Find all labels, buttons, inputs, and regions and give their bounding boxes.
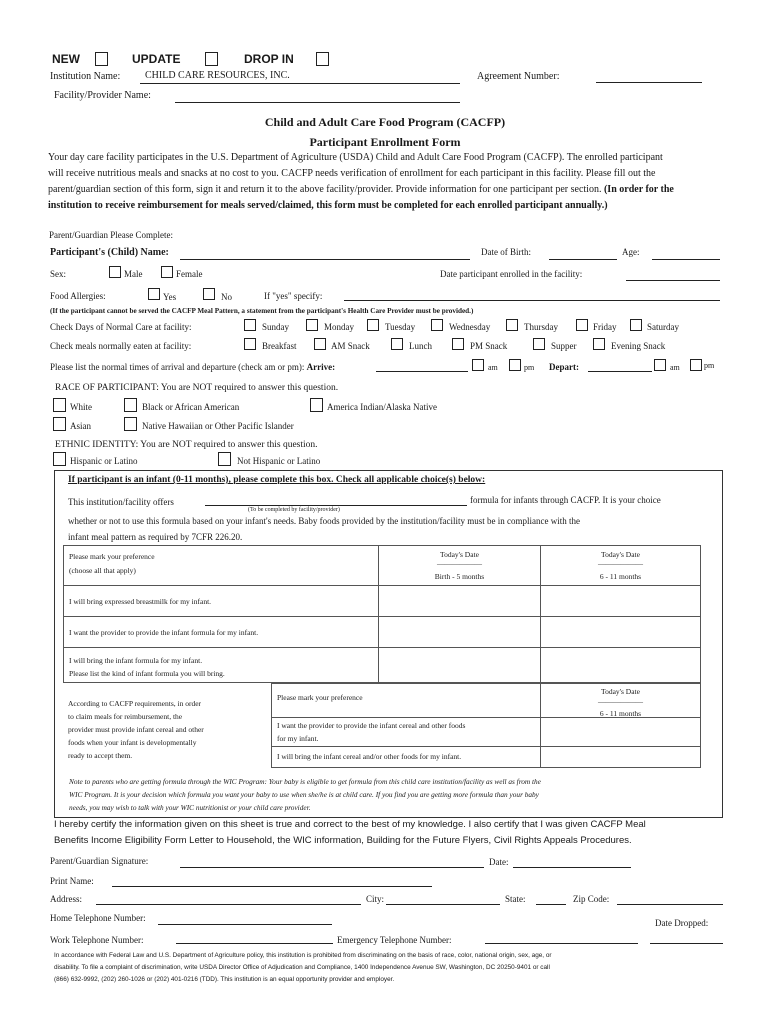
table1-col2-dash: ____________ — [598, 557, 643, 566]
form-title: Participant Enrollment Form — [309, 135, 461, 149]
meal-checkbox-supper[interactable] — [533, 338, 545, 350]
depart-am-label: am — [670, 363, 680, 372]
facility-name-field[interactable] — [175, 102, 460, 103]
address-label: Address: — [50, 894, 82, 904]
depart-label: Depart: — [549, 362, 579, 372]
offers-label: This institution/facility offers — [68, 497, 174, 507]
table2-left-line2: to claim meals for reimbursement, the — [68, 712, 183, 721]
specify-label: If "yes" specify: — [264, 291, 323, 301]
enrolled-label: Date participant enrolled in the facility: — [440, 269, 583, 279]
footer-line3: (866) 632-9992, (202) 260-1026 or (202) 401-0216 (TDD). This institution is an equal opportunity provider and employer. — [54, 976, 395, 983]
male-label: Male — [124, 269, 143, 279]
race-label-white: White — [70, 402, 92, 412]
table1-col1-title: Today's Date — [440, 550, 479, 559]
offers-formula-field[interactable] — [205, 505, 467, 506]
institution-line[interactable] — [140, 83, 460, 84]
race-checkbox-white[interactable] — [53, 398, 66, 412]
wic-note-line1: Note to parents who are getting formula through the WIC Program: Your baby is eligible to get formula from this child care institution/facility as well as from the — [69, 777, 541, 786]
arrive-pm-checkbox[interactable] — [509, 359, 521, 371]
table1-row3-text: I will bring the infant formula for my infant. — [69, 656, 203, 665]
day-checkbox-wednesday[interactable] — [431, 319, 443, 331]
race-checkbox-black[interactable] — [124, 398, 137, 412]
new-checkbox[interactable] — [95, 52, 108, 66]
table2-header: Please mark your preference — [277, 693, 363, 702]
table2-left-line5: ready to accept them. — [68, 751, 133, 760]
meal-label-breakfast: Breakfast — [262, 341, 297, 351]
intro-text: Your day care facility participates in the U.S. Department of Agriculture (USDA) Child and Adult Care Food Program (CACFP). The enrolled participant will receive nutritious meals and snacks at no cost to you. CACFP needs verification of enrollment for each participant in this facility. Please fill out the parent/guardian section of this form, sign it and return it to the above facility/provider. Provide information for one participant per section. — [48, 152, 663, 195]
home-phone-label: Home Telephone Number: — [50, 913, 146, 923]
table1-header-line2: (choose all that apply) — [69, 566, 136, 575]
table1-row3-text2: Please list the kind of infant formula you will bring. — [69, 669, 225, 678]
wic-note-line2: WIC Program. It is your decision which formula you want your baby to use when she/he is at child care. If you find you are getting more formula than your baby — [69, 790, 539, 799]
day-label-saturday: Saturday — [647, 322, 679, 332]
arrive-pm-label: pm — [524, 363, 535, 372]
day-checkbox-saturday[interactable] — [630, 319, 642, 331]
update-label: UPDATE — [132, 52, 181, 66]
agreement-label: Agreement Number: — [477, 71, 560, 82]
print-name-field[interactable] — [112, 886, 432, 887]
day-label-friday: Friday — [593, 322, 617, 332]
day-checkbox-thursday[interactable] — [506, 319, 518, 331]
print-name-label: Print Name: — [50, 876, 94, 886]
day-label-tuesday: Tuesday — [385, 322, 416, 332]
allergies-specify-field[interactable] — [344, 300, 720, 301]
day-label-thursday: Thursday — [524, 322, 558, 332]
table2-row2-text: I will bring the infant cereal and/or other foods for my infant. — [277, 752, 462, 761]
parent-section-heading: Parent/Guardian Please Complete: — [49, 230, 173, 240]
table1-row3-col2-cell[interactable] — [540, 647, 701, 683]
depart-time-field[interactable] — [588, 371, 652, 372]
child-name-field[interactable] — [180, 259, 470, 260]
arrive-am-checkbox[interactable] — [472, 359, 484, 371]
female-label: Female — [176, 269, 203, 279]
meal-checkbox-pm-snack[interactable] — [452, 338, 464, 350]
table1-col1-dash: ____________ — [437, 557, 482, 566]
sex-label: Sex: — [50, 269, 67, 279]
facility-label: Facility/Provider Name: — [54, 90, 151, 101]
offers-suffix: formula for infants through CACFP. It is your choice — [470, 495, 661, 505]
age-field[interactable] — [652, 259, 720, 260]
footer-line1: In accordance with Federal Law and U.S. Department of Agriculture policy, this institution is prohibited from discriminating on the basis of race, color, national origin, sex, age, or — [54, 952, 552, 959]
day-checkbox-sunday[interactable] — [244, 319, 256, 331]
day-checkbox-friday[interactable] — [576, 319, 588, 331]
table2-left-line4: foods when your infant is developmentally — [68, 738, 197, 747]
day-label-monday: Monday — [324, 322, 354, 332]
address-field[interactable] — [96, 904, 361, 905]
ethnic-heading: ETHNIC IDENTITY: You are NOT required to answer this question. — [55, 440, 318, 450]
arrive-label: Arrive: — [306, 362, 336, 372]
allergies-yes-label: Yes — [163, 292, 177, 302]
race-checkbox-native-american[interactable] — [310, 398, 323, 412]
footer-disclaimer — [54, 950, 552, 986]
table2-row1-text: I want the provider to provide the infant cereal and other foods — [277, 721, 466, 730]
days-label: Check Days of Normal Care at facility: — [50, 322, 192, 332]
table1-row2-text: I want the provider to provide the infant formula for my infant. — [69, 628, 259, 637]
age-label: Age: — [622, 247, 640, 257]
intro-paragraph — [48, 150, 676, 214]
table1-header-line1: Please mark your preference — [69, 552, 155, 561]
wic-note-line3: needs, you may wish to talk with your WIC nutritionist or your child care provider. — [69, 803, 311, 812]
state-field[interactable] — [536, 904, 566, 905]
meal-checkbox-breakfast[interactable] — [244, 338, 256, 350]
depart-pm-label: pm — [704, 361, 715, 370]
meal-label-evening-snack: Evening Snack — [611, 341, 666, 351]
meal-checkbox-am-snack[interactable] — [314, 338, 326, 350]
date-dropped-field[interactable] — [650, 943, 723, 944]
table1-row3-col1-cell[interactable] — [378, 647, 541, 683]
table2-row1-text2: for my infant. — [277, 734, 319, 743]
race-checkbox-asian[interactable] — [53, 417, 66, 431]
arrive-time-field[interactable] — [376, 371, 468, 372]
depart-pm-checkbox[interactable] — [690, 359, 702, 371]
institution-value: CHILD CARE RESOURCES, INC. — [145, 70, 290, 81]
arrive-am-label: am — [488, 363, 498, 372]
emergency-phone-label: Emergency Telephone Number: — [337, 935, 452, 945]
table2-left-text — [68, 697, 204, 762]
times-label — [50, 362, 335, 372]
table2-col-title: Today's Date — [601, 687, 640, 696]
table2-row1-cell[interactable] — [540, 717, 701, 747]
infant-text-line2: whether or not to use this formula based on your infant's needs. Baby foods provided by the institution/facility must be in compliance with the — [68, 516, 581, 526]
meal-label-am-snack: AM Snack — [331, 341, 370, 351]
work-phone-label: Work Telephone Number: — [50, 935, 144, 945]
meals-label: Check meals normally eaten at facility: — [50, 341, 192, 351]
date-label: Date: — [489, 857, 509, 867]
city-field[interactable] — [386, 904, 500, 905]
new-label: NEW — [52, 52, 80, 66]
date-field[interactable] — [513, 867, 631, 868]
race-checkbox-pacific-islander[interactable] — [124, 417, 137, 431]
table1-row1-col1-cell[interactable] — [378, 585, 541, 617]
table2-left-line3: provider must provide infant cereal and other — [68, 725, 204, 734]
female-checkbox[interactable] — [161, 266, 173, 278]
table1-col2-range: 6 - 11 months — [599, 572, 642, 581]
work-phone-field[interactable] — [176, 943, 333, 944]
allergies-label: Food Allergies: — [50, 291, 106, 301]
meal-checkbox-evening-snack[interactable] — [593, 338, 605, 350]
table2-left-line1: According to CACFP requirements, in order — [68, 699, 202, 708]
day-label-wednesday: Wednesday — [449, 322, 491, 332]
male-checkbox[interactable] — [109, 266, 121, 278]
race-heading: RACE OF PARTICIPANT: You are NOT required to answer this question. — [55, 383, 339, 393]
drop-in-checkbox[interactable] — [316, 52, 329, 66]
offers-note: (To be completed by facility/provider) — [248, 507, 340, 513]
city-label: City: — [366, 894, 385, 904]
institution-label: Institution Name: — [50, 71, 121, 82]
certify-line2: Benefits Income Eligibility Form Letter to Household, the WIC information, Building for the Future Flyers, Civil Rights Appeals Procedures. — [54, 835, 632, 846]
emergency-phone-field[interactable] — [485, 943, 638, 944]
signature-label: Parent/Guardian Signature: — [50, 856, 149, 866]
table2-row2-cell[interactable] — [540, 746, 701, 768]
meal-label-pm-snack: PM Snack — [470, 341, 508, 351]
program-title: Child and Adult Care Food Program (CACFP) — [264, 115, 506, 129]
race-label-asian: Asian — [70, 421, 91, 431]
allergies-no-checkbox[interactable] — [203, 288, 215, 300]
ethnic-label-not-hispanic: Not Hispanic or Latino — [237, 456, 321, 466]
wic-note — [69, 775, 541, 814]
child-name-label: Participant's (Child) Name: — [50, 247, 169, 258]
table1-row1-text: I will bring expressed breastmilk for my infant. — [69, 597, 212, 606]
meal-checkbox-lunch[interactable] — [391, 338, 403, 350]
home-phone-field[interactable] — [158, 924, 332, 925]
allergies-yes-checkbox[interactable] — [148, 288, 160, 300]
day-label-sunday: Sunday — [262, 322, 289, 332]
table1-col2-title: Today's Date — [601, 550, 640, 559]
table2-col-range: 6 - 11 months — [599, 709, 642, 718]
ethnic-checkbox-not-hispanic[interactable] — [218, 452, 231, 466]
zip-field[interactable] — [617, 904, 723, 905]
footer-line2: disability. To file a complaint of discrimination, write USDA Director Office of Adjudication and Compliance, 1400 Independence Avenue SW, Washington, DC 20250-9401 or call — [54, 964, 550, 971]
ethnic-checkbox-hispanic[interactable] — [53, 452, 66, 466]
ethnic-label-hispanic: Hispanic or Latino — [70, 456, 138, 466]
meal-label-lunch: Lunch — [409, 341, 432, 351]
table1-row1-col2-cell[interactable] — [540, 585, 701, 617]
table2-col-dash: ____________ — [598, 695, 643, 704]
dob-field[interactable] — [549, 259, 617, 260]
state-label: State: — [505, 894, 526, 904]
enrolled-date-field[interactable] — [626, 280, 720, 281]
infant-text-line3: infant meal pattern as required by 7CFR 226.20. — [68, 532, 243, 542]
race-label-black: Black or African American — [142, 402, 240, 412]
day-checkbox-tuesday[interactable] — [367, 319, 379, 331]
update-checkbox[interactable] — [205, 52, 218, 66]
table1-row2-col1-cell[interactable] — [378, 616, 541, 648]
intro-bold-text: (In order for the institution to receive reimbursement for meals served/claimed, this form must be completed for each enrolled participant annually.) — [48, 184, 674, 211]
depart-am-checkbox[interactable] — [654, 359, 666, 371]
meal-pattern-note: (If the participant cannot be served the CACFP Meal Pattern, a statement from the participant's Health Care Provider must be provided.) — [50, 307, 474, 315]
signature-field[interactable] — [180, 867, 484, 868]
date-dropped-label: Date Dropped: — [655, 918, 709, 928]
table1-row2-col2-cell[interactable] — [540, 616, 701, 648]
race-label-pacific-islander: Native Hawaiian or Other Pacific Islander — [142, 421, 294, 431]
infant-heading: If participant is an infant (0-11 months), please complete this box. Check all applicable choice(s) below: — [68, 475, 486, 485]
certify-line1: I hereby certify the information given on this sheet is true and correct to the best of my knowledge. I also certify that I was given CACFP Meal — [54, 819, 646, 830]
race-label-native-american: America Indian/Alaska Native — [327, 402, 437, 412]
allergies-no-label: No — [221, 292, 232, 302]
day-checkbox-monday[interactable] — [306, 319, 318, 331]
dob-label: Date of Birth: — [481, 247, 531, 257]
zip-label: Zip Code: — [573, 894, 610, 904]
table1-col1-range: Birth - 5 months — [434, 572, 485, 581]
times-text: Please list the normal times of arrival and departure (check am or pm): — [50, 362, 305, 372]
meal-label-supper: Supper — [551, 341, 577, 351]
agreement-number-field[interactable] — [596, 82, 702, 83]
drop-in-label: DROP IN — [244, 52, 294, 66]
